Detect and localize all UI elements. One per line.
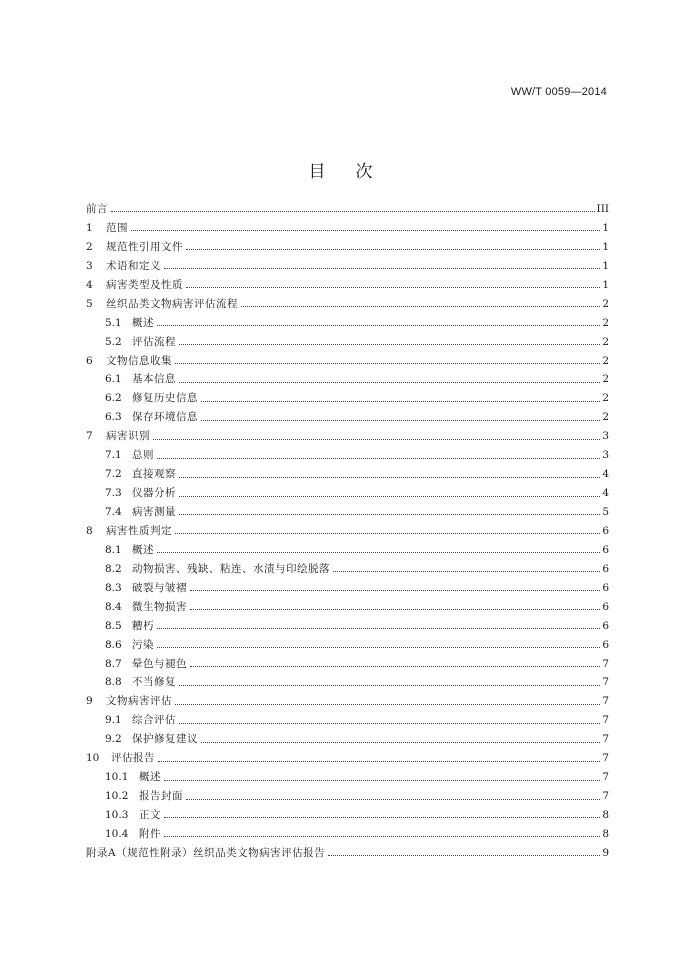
toc-entry-page: 7 (602, 733, 609, 746)
toc-entry-label: 附录A（规范性附录）丝织品类文物病害评估报告 (86, 846, 326, 859)
toc-entry[interactable] (86, 711, 609, 730)
dot-leader (157, 640, 600, 650)
toc-entry-page: 2 (602, 335, 609, 348)
toc-entry[interactable] (86, 768, 609, 787)
toc-entry[interactable] (86, 389, 609, 408)
toc-entry-number: 8 (86, 524, 93, 537)
toc-entry-page: 5 (602, 506, 609, 518)
toc-entry[interactable] (86, 295, 609, 314)
toc-entry-page: 9 (602, 846, 609, 859)
toc-entry-page: 2 (602, 373, 609, 386)
toc-entry-number: 7.4 (105, 506, 122, 518)
toc-entry-number: 1 (86, 221, 93, 234)
toc-entry-number: 10.3 (105, 809, 129, 821)
toc-entry-page: 2 (602, 392, 609, 405)
toc-entry-label: 术语和定义 (106, 259, 161, 272)
toc-entry-page: 1 (602, 259, 609, 272)
toc-entry-page: 3 (602, 430, 609, 443)
toc-entry-label: 概述 (139, 771, 161, 784)
dot-leader (164, 829, 600, 839)
toc-entry-number: 7.1 (105, 449, 122, 462)
toc-entry[interactable] (86, 446, 609, 465)
toc-entry-page: 8 (602, 827, 609, 840)
dot-leader (179, 375, 600, 385)
toc-entry-page: 8 (602, 809, 609, 821)
toc-entry-number: 9.1 (105, 714, 122, 727)
toc-entry[interactable] (86, 484, 609, 503)
toc-entry-label: 丝织品类文物病害评估流程 (106, 297, 238, 310)
toc-entry-label: 晕色与褪色 (132, 657, 187, 670)
toc-entry-label: 病害性质判定 (106, 524, 172, 537)
toc-entry[interactable] (86, 844, 609, 863)
toc-entry-label: 概述 (132, 316, 154, 329)
toc-entry-label: 基本信息 (132, 373, 176, 386)
toc-entry-number: 9.2 (105, 733, 122, 746)
toc-entry[interactable] (86, 787, 609, 806)
toc-entry[interactable] (86, 560, 609, 579)
toc-entry-number: 3 (86, 259, 93, 272)
toc-entry-page: 2 (602, 297, 609, 310)
toc-entry-label: 病害测量 (132, 506, 176, 518)
toc-entry-page: 1 (602, 240, 609, 253)
dot-leader (153, 432, 600, 442)
toc-entry[interactable] (86, 806, 609, 825)
dot-leader (164, 261, 600, 271)
dot-leader (175, 356, 600, 366)
toc-entry[interactable] (86, 749, 609, 768)
toc-entry-number: 6.2 (105, 392, 122, 405)
toc-entry-number: 10.1 (105, 771, 129, 784)
dot-leader (157, 621, 600, 631)
toc-entry[interactable] (86, 219, 609, 238)
toc-entry[interactable] (86, 257, 609, 276)
dot-leader (131, 223, 600, 233)
toc-entry-page: 2 (602, 354, 609, 367)
toc-entry-number: 5.1 (105, 316, 122, 329)
toc-entry-number: 6.1 (105, 373, 122, 386)
toc-entry-page: III (596, 203, 609, 215)
toc-entry[interactable] (86, 427, 609, 446)
toc-entry[interactable] (86, 238, 609, 257)
toc-entry-number: 8.7 (105, 657, 122, 670)
toc-entry-label: 糟朽 (132, 619, 154, 632)
toc-entry-page: 6 (602, 581, 609, 594)
toc-entry-number: 8.5 (105, 619, 122, 632)
toc-entry-page: 2 (602, 411, 609, 424)
toc-entry-number: 7.3 (105, 487, 122, 500)
toc-entry[interactable] (86, 333, 609, 352)
toc-entry[interactable] (86, 276, 609, 295)
toc-entry[interactable] (86, 598, 609, 617)
toc-entry-number: 6.3 (105, 411, 122, 424)
toc-entry-number: 9 (86, 695, 93, 708)
toc-entry-number: 10.2 (105, 790, 129, 803)
toc-entry-page: 1 (602, 278, 609, 291)
dot-leader (190, 659, 600, 669)
toc-entry-label: 破裂与皱褶 (132, 581, 187, 594)
dot-leader (190, 583, 600, 593)
toc-entry-label: 前言 (86, 203, 108, 215)
toc-entry[interactable] (86, 370, 609, 389)
toc-entry[interactable] (86, 522, 609, 541)
dot-leader (157, 318, 600, 328)
toc-entry[interactable] (86, 655, 609, 674)
toc-entry-label: 不当修复 (132, 676, 176, 689)
toc-entry[interactable] (86, 352, 609, 371)
toc-entry-number: 8.6 (105, 638, 122, 651)
dot-leader (111, 204, 595, 214)
dot-leader (157, 545, 600, 555)
toc-entry-label: 病害类型及性质 (106, 278, 183, 291)
dot-leader (201, 394, 600, 404)
dot-leader (201, 413, 600, 423)
toc-entry-label: 文物信息收集 (106, 354, 172, 367)
toc-entry-page: 7 (602, 752, 609, 765)
dot-leader (333, 564, 600, 574)
dot-leader (175, 697, 600, 707)
toc-entry-number: 2 (86, 240, 93, 253)
toc-entry-page: 6 (602, 619, 609, 632)
toc-entry-label: 动物损害、残缺、粘连、水渍与印绘脱落 (132, 562, 330, 575)
toc-entry-label: 修复历史信息 (132, 392, 198, 405)
toc-entry-label: 评估流程 (132, 335, 176, 348)
toc-entry-number: 4 (86, 278, 93, 291)
page-title: 目次 (308, 162, 403, 183)
toc-entry-page: 6 (602, 543, 609, 556)
toc-entry-label: 报告封面 (139, 790, 183, 803)
toc-entry-label: 仪器分析 (132, 487, 176, 500)
toc-entry[interactable] (86, 541, 609, 560)
toc-entry-label: 综合评估 (132, 714, 176, 727)
toc-entry[interactable] (86, 673, 609, 692)
toc-entry-label: 直接观察 (132, 468, 176, 481)
dot-leader (164, 773, 600, 783)
dot-leader (179, 507, 600, 517)
toc-entry-label: 总则 (132, 449, 154, 462)
toc-entry[interactable] (86, 465, 609, 484)
toc-entry-number: 7.2 (105, 468, 122, 481)
toc-entry-page: 4 (602, 468, 609, 481)
dot-leader (186, 280, 600, 290)
toc-entry[interactable] (86, 408, 609, 427)
toc-entry-number: 10 (86, 752, 100, 765)
dot-leader (179, 678, 600, 688)
dot-leader (158, 754, 600, 764)
toc-entry-label: 微生物损害 (132, 600, 187, 613)
dot-leader (241, 299, 600, 309)
toc-entry-number: 10.4 (105, 827, 129, 840)
toc-entry-label: 病害识别 (106, 430, 150, 443)
toc-entry-page: 2 (602, 316, 609, 329)
toc-entry-number: 5 (86, 297, 93, 310)
toc-entry[interactable] (86, 692, 609, 711)
toc-entry-number: 8.1 (105, 543, 122, 556)
toc-entry-label: 保存环境信息 (132, 411, 198, 424)
dot-leader (328, 848, 600, 858)
dot-leader (190, 602, 600, 612)
standard-code: WW/T 0059—2014 (510, 86, 607, 98)
toc-entry-number: 7 (86, 430, 93, 443)
toc-entry[interactable] (86, 730, 609, 749)
toc-entry-page: 7 (602, 714, 609, 727)
toc-entry-page: 3 (602, 449, 609, 462)
toc-entry-number: 8.3 (105, 581, 122, 594)
toc-entry-number: 8.2 (105, 562, 122, 575)
toc-entry-number: 5.2 (105, 335, 122, 348)
toc-entry-label: 附件 (139, 827, 161, 840)
toc-entry[interactable] (86, 617, 609, 636)
toc-entry-number: 6 (86, 354, 93, 367)
dot-leader (157, 451, 600, 461)
toc-entry-number: 8.8 (105, 676, 122, 689)
toc-entry-page: 6 (602, 562, 609, 575)
toc-entry-page: 6 (602, 524, 609, 537)
toc-entry-label: 保护修复建议 (132, 733, 198, 746)
dot-leader (164, 810, 600, 820)
toc-entry-label: 规范性引用文件 (106, 240, 183, 253)
toc-entry-label: 污染 (132, 638, 154, 651)
toc-entry[interactable] (86, 200, 609, 219)
toc-entry-label: 范围 (106, 221, 128, 234)
dot-leader (179, 489, 600, 499)
dot-leader (201, 735, 600, 745)
toc-entry-page: 7 (602, 657, 609, 670)
toc-entry[interactable] (86, 636, 609, 655)
dot-leader (179, 716, 600, 726)
table-of-contents (86, 200, 609, 863)
toc-entry-label: 正文 (139, 809, 161, 821)
toc-entry-page: 6 (602, 600, 609, 613)
toc-entry-page: 7 (602, 676, 609, 689)
dot-leader (179, 337, 600, 347)
toc-entry-label: 文物病害评估 (106, 695, 172, 708)
toc-entry[interactable] (86, 503, 609, 522)
toc-entry-page: 7 (602, 695, 609, 708)
toc-entry[interactable] (86, 579, 609, 598)
toc-entry[interactable] (86, 825, 609, 844)
toc-entry-page: 7 (602, 790, 609, 803)
toc-entry-number: 8.4 (105, 600, 122, 613)
dot-leader (179, 470, 600, 480)
dot-leader (186, 792, 600, 802)
toc-entry-page: 6 (602, 638, 609, 651)
toc-entry[interactable] (86, 314, 609, 333)
dot-leader (175, 526, 600, 536)
toc-entry-page: 1 (602, 221, 609, 234)
toc-entry-page: 7 (602, 771, 609, 784)
toc-entry-label: 评估报告 (111, 752, 155, 765)
dot-leader (186, 242, 600, 252)
toc-entry-label: 概述 (132, 543, 154, 556)
toc-entry-page: 4 (602, 487, 609, 500)
